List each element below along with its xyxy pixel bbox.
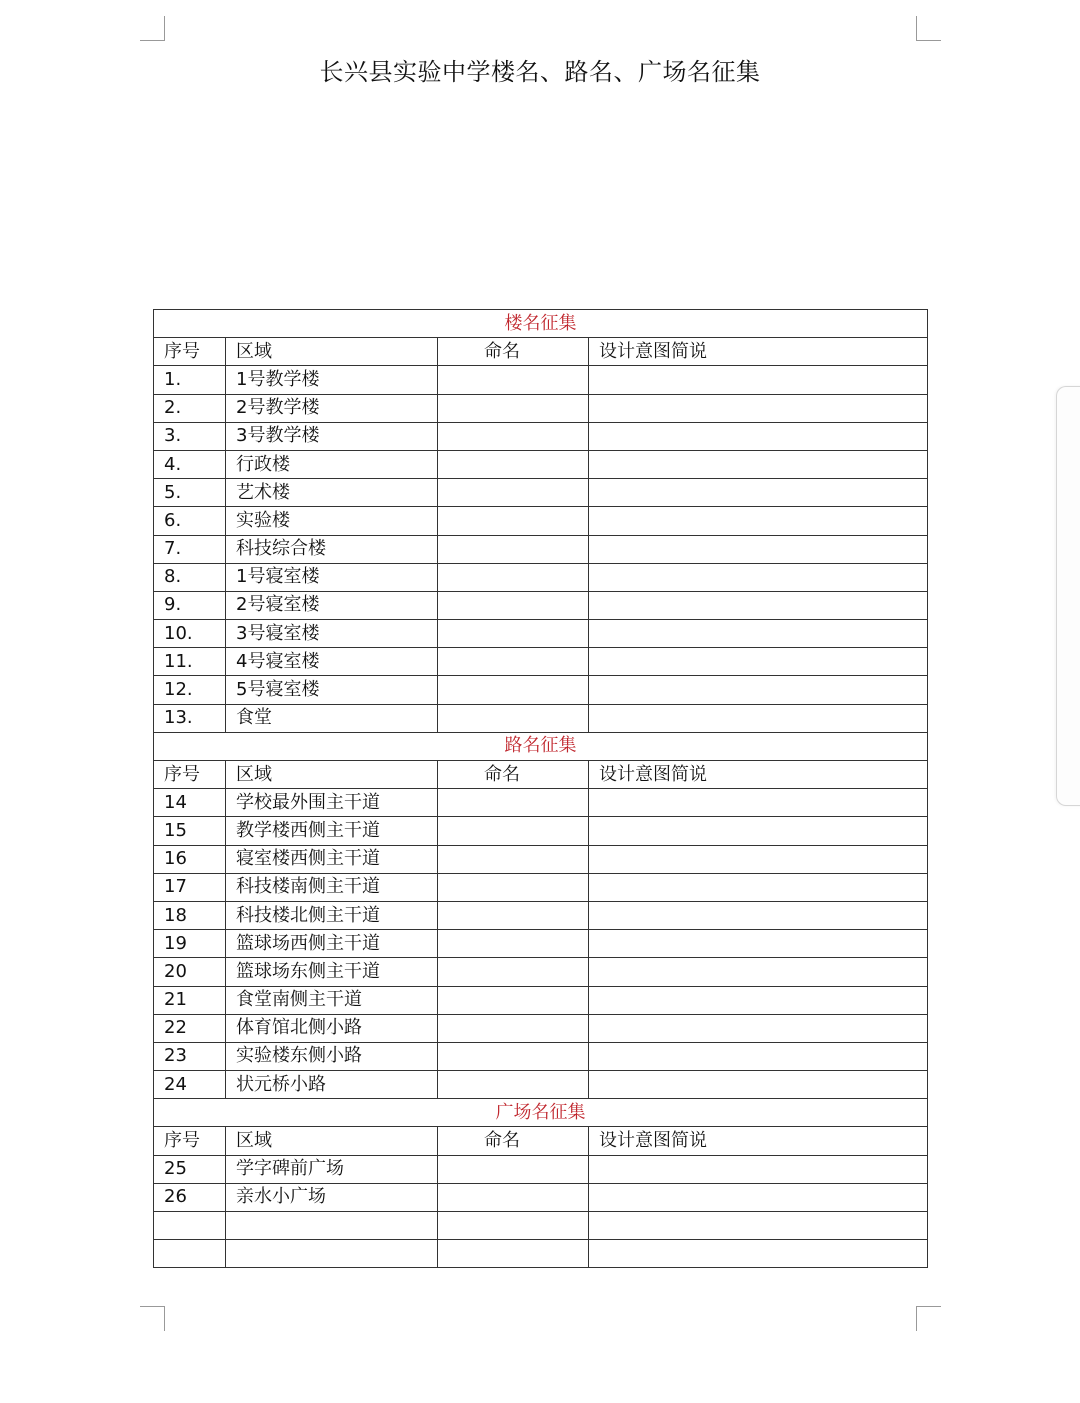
row-number: 12. [154,676,226,704]
table-row [154,1014,928,1042]
table-row [154,1183,928,1211]
row-area: 寝室楼西侧主干道 [226,845,438,873]
table-row [154,1071,928,1099]
header-name: 命名 [438,338,589,366]
row-name-cell[interactable] [438,845,589,873]
row-number: 16 [154,845,226,873]
row-area [226,1212,438,1240]
row-number: 24 [154,1071,226,1099]
row-area: 教学楼西侧主干道 [226,817,438,845]
row-intent-cell[interactable] [589,789,928,817]
row-intent-cell[interactable] [589,620,928,648]
column-header-row [154,338,928,366]
row-area: 亲水小广场 [226,1183,438,1211]
row-number: 26 [154,1183,226,1211]
table-row [154,620,928,648]
row-area: 艺术楼 [226,479,438,507]
table-row [154,1042,928,1070]
row-intent-cell[interactable] [589,1240,928,1268]
row-name-cell[interactable] [438,873,589,901]
row-number: 3. [154,422,226,450]
table-row [154,930,928,958]
section-heading-row [154,310,928,338]
row-area: 学字碑前广场 [226,1155,438,1183]
row-name-cell[interactable] [438,1042,589,1070]
row-intent-cell[interactable] [589,648,928,676]
table-row [154,648,928,676]
row-number: 5. [154,479,226,507]
row-name-cell[interactable] [438,789,589,817]
table-row [154,394,928,422]
row-area: 科技楼南侧主干道 [226,873,438,901]
row-area: 科技综合楼 [226,535,438,563]
row-intent-cell[interactable] [589,366,928,394]
row-number: 20 [154,958,226,986]
row-area: 食堂 [226,704,438,732]
row-number: 2. [154,394,226,422]
row-area: 食堂南侧主干道 [226,986,438,1014]
row-intent-cell[interactable] [589,958,928,986]
row-number: 6. [154,507,226,535]
row-number: 22 [154,1014,226,1042]
row-number [154,1240,226,1268]
row-area: 篮球场东侧主干道 [226,958,438,986]
table-row [154,789,928,817]
section-heading: 路名征集 [154,732,928,760]
row-intent-cell[interactable] [589,817,928,845]
table-row [154,450,928,478]
table-row [154,845,928,873]
table-row [154,704,928,732]
row-intent-cell[interactable] [589,1212,928,1240]
row-name-cell[interactable] [438,648,589,676]
row-name-cell[interactable] [438,1240,589,1268]
table-row [154,591,928,619]
row-intent-cell[interactable] [589,986,928,1014]
row-number: 9. [154,591,226,619]
header-area: 区域 [226,1127,438,1155]
table-row [154,986,928,1014]
row-number: 17 [154,873,226,901]
table-row [154,873,928,901]
section-heading-row [154,732,928,760]
row-number: 11. [154,648,226,676]
row-number: 23 [154,1042,226,1070]
row-intent-cell[interactable] [589,1155,928,1183]
table-row [154,901,928,929]
table-row [154,366,928,394]
naming-form-table [153,309,928,1268]
row-number: 7. [154,535,226,563]
row-area: 5号寝室楼 [226,676,438,704]
row-number: 21 [154,986,226,1014]
row-area: 4号寝室楼 [226,648,438,676]
column-header-row [154,761,928,789]
document-title: 长兴县实验中学楼名、路名、广场名征集 [319,58,761,86]
table-row [154,817,928,845]
row-area: 1号教学楼 [226,366,438,394]
table-row [154,1240,928,1268]
row-name-cell[interactable] [438,394,589,422]
crop-mark-top-right [916,16,941,41]
row-name-cell[interactable] [438,450,589,478]
row-name-cell[interactable] [438,479,589,507]
row-area: 体育馆北侧小路 [226,1014,438,1042]
table-row [154,563,928,591]
row-area: 状元桥小路 [226,1071,438,1099]
row-name-cell[interactable] [438,704,589,732]
row-name-cell[interactable] [438,591,589,619]
row-area [226,1240,438,1268]
row-area: 3号教学楼 [226,422,438,450]
row-intent-cell[interactable] [589,535,928,563]
row-intent-cell[interactable] [589,873,928,901]
row-intent-cell[interactable] [589,563,928,591]
row-intent-cell[interactable] [589,1042,928,1070]
row-number: 19 [154,930,226,958]
row-number: 18 [154,901,226,929]
table-row [154,535,928,563]
row-intent-cell[interactable] [589,1014,928,1042]
row-intent-cell[interactable] [589,479,928,507]
row-number: 1. [154,366,226,394]
row-number [154,1212,226,1240]
row-number: 8. [154,563,226,591]
row-area: 篮球场西侧主干道 [226,930,438,958]
row-name-cell[interactable] [438,1183,589,1211]
row-name-cell[interactable] [438,901,589,929]
header-no: 序号 [154,761,226,789]
row-name-cell[interactable] [438,1155,589,1183]
section-heading: 楼名征集 [154,310,928,338]
row-name-cell[interactable] [438,958,589,986]
row-name-cell[interactable] [438,507,589,535]
row-name-cell[interactable] [438,535,589,563]
row-number: 4. [154,450,226,478]
table-row [154,422,928,450]
row-area: 行政楼 [226,450,438,478]
row-intent-cell[interactable] [589,591,928,619]
row-number: 15 [154,817,226,845]
crop-mark-bottom-left [140,1306,165,1331]
row-area: 科技楼北侧主干道 [226,901,438,929]
section-heading: 广场名征集 [154,1099,928,1127]
header-intent: 设计意图简说 [589,338,928,366]
row-name-cell[interactable] [438,1014,589,1042]
column-header-row [154,1127,928,1155]
row-intent-cell[interactable] [589,507,928,535]
header-no: 序号 [154,1127,226,1155]
row-intent-cell[interactable] [589,1071,928,1099]
header-intent: 设计意图简说 [589,1127,928,1155]
table-row [154,958,928,986]
row-name-cell[interactable] [438,817,589,845]
row-name-cell[interactable] [438,1071,589,1099]
header-name: 命名 [438,1127,589,1155]
table-row [154,507,928,535]
row-area: 2号教学楼 [226,394,438,422]
row-name-cell[interactable] [438,563,589,591]
row-intent-cell[interactable] [589,845,928,873]
row-area: 2号寝室楼 [226,591,438,619]
row-intent-cell[interactable] [589,450,928,478]
row-intent-cell[interactable] [589,930,928,958]
row-intent-cell[interactable] [589,422,928,450]
header-name: 命名 [438,761,589,789]
crop-mark-bottom-right [916,1306,941,1331]
row-name-cell[interactable] [438,620,589,648]
row-name-cell[interactable] [438,676,589,704]
row-intent-cell[interactable] [589,394,928,422]
row-name-cell[interactable] [438,1212,589,1240]
row-number: 10. [154,620,226,648]
header-no: 序号 [154,338,226,366]
section-heading-row [154,1099,928,1127]
header-intent: 设计意图简说 [589,761,928,789]
table-row [154,676,928,704]
row-number: 13. [154,704,226,732]
row-number: 14 [154,789,226,817]
table-row [154,1155,928,1183]
side-scroll-handle[interactable] [1056,386,1080,806]
row-area: 实验楼 [226,507,438,535]
row-intent-cell[interactable] [589,901,928,929]
row-area: 1号寝室楼 [226,563,438,591]
row-name-cell[interactable] [438,930,589,958]
crop-mark-top-left [140,16,165,41]
row-intent-cell[interactable] [589,1183,928,1211]
row-name-cell[interactable] [438,422,589,450]
row-intent-cell[interactable] [589,704,928,732]
row-area: 实验楼东侧小路 [226,1042,438,1070]
row-intent-cell[interactable] [589,676,928,704]
row-name-cell[interactable] [438,986,589,1014]
row-name-cell[interactable] [438,366,589,394]
header-area: 区域 [226,338,438,366]
header-area: 区域 [226,761,438,789]
row-area: 3号寝室楼 [226,620,438,648]
table-row [154,479,928,507]
table-row [154,1212,928,1240]
row-area: 学校最外围主干道 [226,789,438,817]
row-number: 25 [154,1155,226,1183]
